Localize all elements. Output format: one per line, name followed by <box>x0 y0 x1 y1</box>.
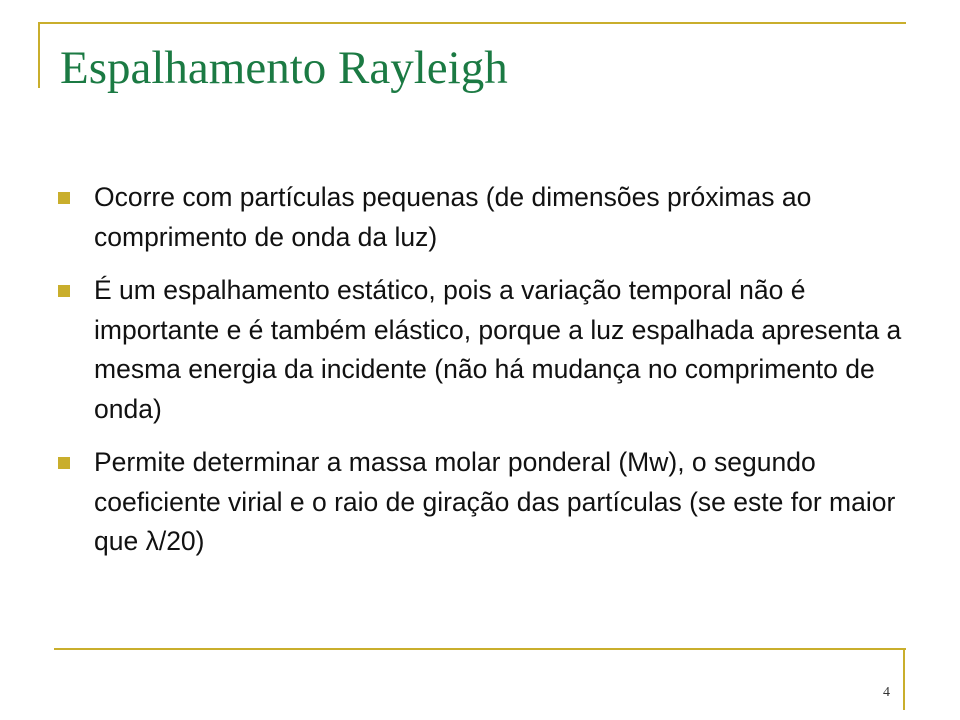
page-number: 4 <box>883 685 890 700</box>
bullet-text-1: Ocorre com partículas pequenas (de dimensões próximas ao comprimento de onda da luz) <box>94 182 812 252</box>
bullet-item-3 <box>58 443 908 562</box>
frame-left-line <box>38 22 40 88</box>
square-bullet-icon <box>58 285 70 297</box>
slide-title: Espalhamento Rayleigh <box>60 42 508 94</box>
frame-top-line <box>38 22 906 24</box>
bullet-text-3: Permite determinar a massa molar ponderal (Mw), o segundo coeficiente virial e o raio de giração das partículas (se este for maior que λ/20) <box>94 447 896 556</box>
square-bullet-icon <box>58 457 70 469</box>
bullet-item-1 <box>58 178 908 257</box>
frame-bottom-line <box>54 648 906 650</box>
bullet-list <box>58 178 908 576</box>
bullet-item-2 <box>58 271 908 429</box>
bullet-text-2: É um espalhamento estático, pois a variação temporal não é importante e é também elástico, porque a luz espalhada apresenta a mesma energia da incidente (não há mudança no comprimento de onda) <box>94 275 902 424</box>
frame-right-line <box>903 648 905 710</box>
square-bullet-icon <box>58 192 70 204</box>
